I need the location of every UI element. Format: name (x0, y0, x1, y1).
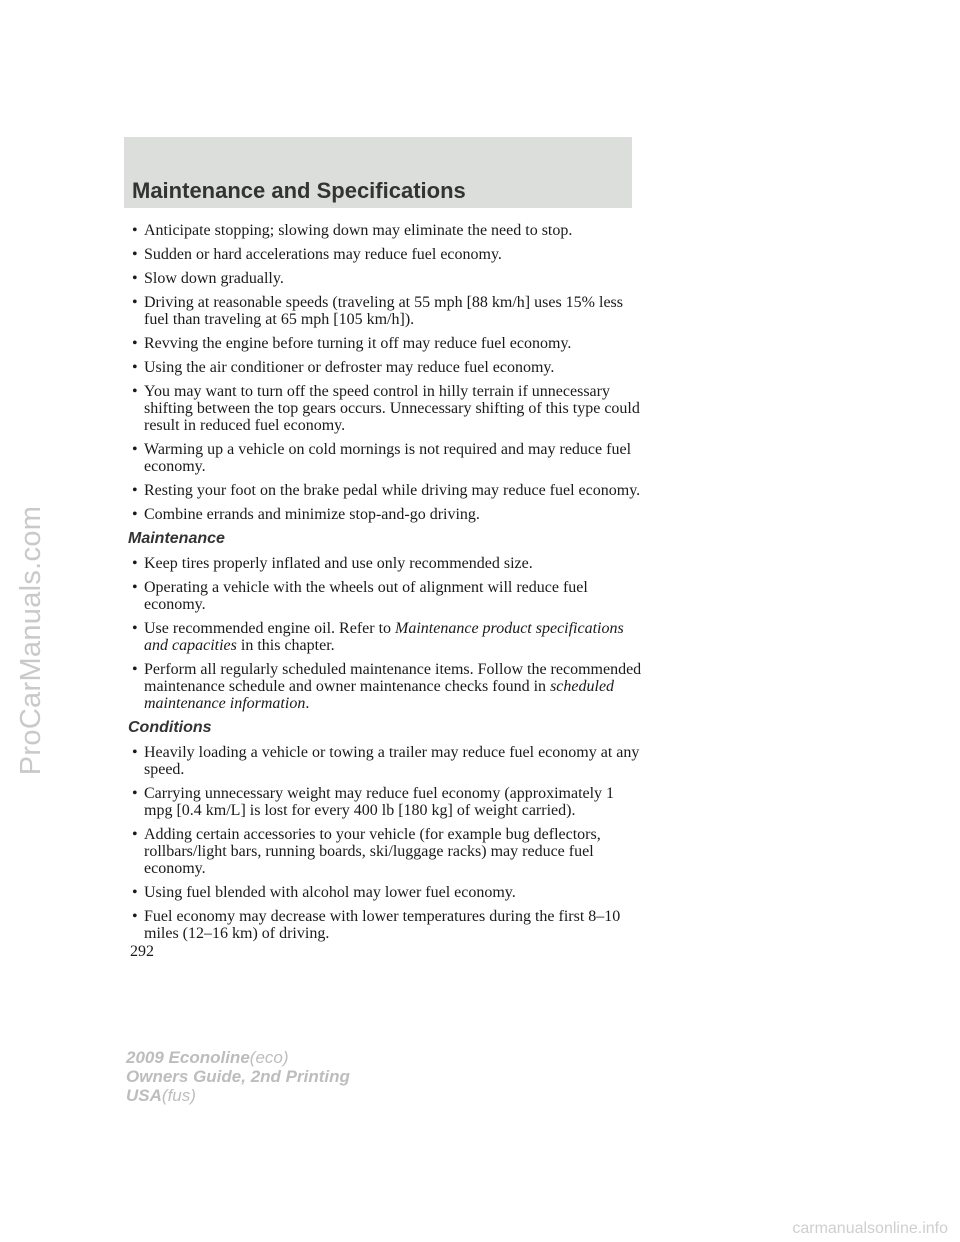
brand-footer: carmanualsonline.info (792, 1220, 948, 1237)
footer-guide: Owners Guide, 2nd Printing (126, 1067, 350, 1086)
list-item: • Using the air conditioner or defroster may reduce fuel economy. (132, 359, 555, 376)
footer-region-code: (fus) (161, 1086, 196, 1105)
list-item-text: Combine errands and minimize stop-and-go driving. (144, 506, 480, 523)
list-item: • Sudden or hard accelerations may reduce fuel economy. (132, 246, 502, 263)
footer-model: 2009 Econoline (126, 1048, 250, 1067)
list-item: • Anticipate stopping; slowing down may eliminate the need to stop. (132, 222, 573, 239)
list-item-text: Driving at reasonable speeds (traveling at 55 mph [88 km/h] uses 15% less fuel than traveling at 65 mph [105 km/h]). (144, 294, 623, 328)
list-item-text: Adding certain accessories to your vehicle (for example bug deflectors, rollbars/light bars, running boards, ski/luggage racks) may reduce fuel economy. (144, 826, 601, 877)
list-item: • Using fuel blended with alcohol may lower fuel economy. (132, 884, 516, 901)
list-item: • Perform all regularly scheduled maintenance items. Follow the recommended maintenance schedule and owner maintenance checks found in scheduled maintenance information. (132, 661, 642, 712)
list-item: • Adding certain accessories to your vehicle (for example bug deflectors, rollbars/light bars, running boards, ski/luggage racks) may reduce fuel economy. (132, 826, 601, 877)
cross-reference: Maintenance product specifications and capacities (144, 620, 624, 654)
list-item-text: Carrying unnecessary weight may reduce fuel economy (approximately 1 mpg [0.4 km/L] is lost for every 400 lb [180 kg] of weight carried). (144, 785, 615, 819)
watermark-text: ProCarManuals.com (15, 505, 48, 775)
list-item-text: Fuel economy may decrease with lower temperatures during the first 8–10 miles (12–16 km) of driving. (144, 908, 621, 942)
list-item-text: Slow down gradually. (144, 270, 284, 287)
list-item: • Keep tires properly inflated and use only recommended size. (132, 555, 533, 572)
cross-reference: scheduled maintenance information (144, 678, 615, 712)
list-item: • Combine errands and minimize stop-and-go driving. (132, 506, 480, 523)
footer (126, 1048, 350, 1105)
list-item: • Resting your foot on the brake pedal while driving may reduce fuel economy. (132, 482, 641, 499)
footer-model-code: (eco) (249, 1048, 289, 1067)
maintenance-heading: Maintenance (128, 530, 225, 547)
list-item: • Warming up a vehicle on cold mornings is not required and may reduce fuel economy. (132, 441, 632, 475)
list-item-text: Keep tires properly inflated and use only recommended size. (144, 555, 533, 572)
list-item-text: Using fuel blended with alcohol may lower fuel economy. (144, 884, 516, 901)
list-item: • Heavily loading a vehicle or towing a trailer may reduce fuel economy at any speed. (132, 744, 640, 778)
conditions-heading: Conditions (128, 719, 212, 736)
list-item-text: Operating a vehicle with the wheels out of alignment will reduce fuel economy. (144, 579, 588, 613)
list-item-text: Anticipate stopping; slowing down may eliminate the need to stop. (144, 222, 573, 239)
list-item: • You may want to turn off the speed control in hilly terrain if unnecessary shifting between the top gears occurs. Unnecessary shifting of this type could result in reduced fuel economy. (132, 383, 640, 434)
page-number: 292 (130, 943, 154, 960)
list-item: • Use recommended engine oil. Refer to Maintenance product specifications and capacities in this chapter. (132, 620, 624, 654)
side-watermark (2, 470, 62, 810)
list-item: • Slow down gradually. (132, 270, 284, 287)
page-title: Maintenance and Specifications (132, 178, 466, 203)
list-item-text: Using the air conditioner or defroster may reduce fuel economy. (144, 359, 555, 376)
list-item-text: . (305, 695, 310, 712)
list-item: • Carrying unnecessary weight may reduce fuel economy (approximately 1 mpg [0.4 km/L] is lost for every 400 lb [180 kg] of weight carried). (132, 785, 615, 819)
list-item: • Revving the engine before turning it off may reduce fuel economy. (132, 335, 572, 352)
list-item-text: Sudden or hard accelerations may reduce fuel economy. (144, 246, 502, 263)
list-item-text: Revving the engine before turning it off may reduce fuel economy. (144, 335, 572, 352)
page-content (124, 222, 644, 949)
list-item-text: Heavily loading a vehicle or towing a trailer may reduce fuel economy at any speed. (144, 744, 640, 778)
list-item-text: Perform all regularly scheduled maintenance items. Follow the recommended maintenance schedule and owner maintenance checks found in (144, 661, 642, 695)
list-item-text: in this chapter. (236, 637, 335, 654)
footer-region: USA (126, 1086, 162, 1105)
list-item: • Fuel economy may decrease with lower temperatures during the first 8–10 miles (12–16 km) of driving. (132, 908, 621, 942)
list-item-text: Resting your foot on the brake pedal while driving may reduce fuel economy. (144, 482, 641, 499)
list-item-text: You may want to turn off the speed control in hilly terrain if unnecessary shifting between the top gears occurs. Unnecessary shifting of this type could result in reduced fuel economy. (144, 383, 640, 434)
section-header (124, 137, 632, 208)
list-item: • Driving at reasonable speeds (traveling at 55 mph [88 km/h] uses 15% less fuel than traveling at 65 mph [105 km/h]). (132, 294, 623, 328)
list-item-text: Use recommended engine oil. Refer to (144, 620, 396, 637)
list-item: • Operating a vehicle with the wheels out of alignment will reduce fuel economy. (132, 579, 588, 613)
list-item-text: Warming up a vehicle on cold mornings is not required and may reduce fuel economy. (144, 441, 632, 475)
